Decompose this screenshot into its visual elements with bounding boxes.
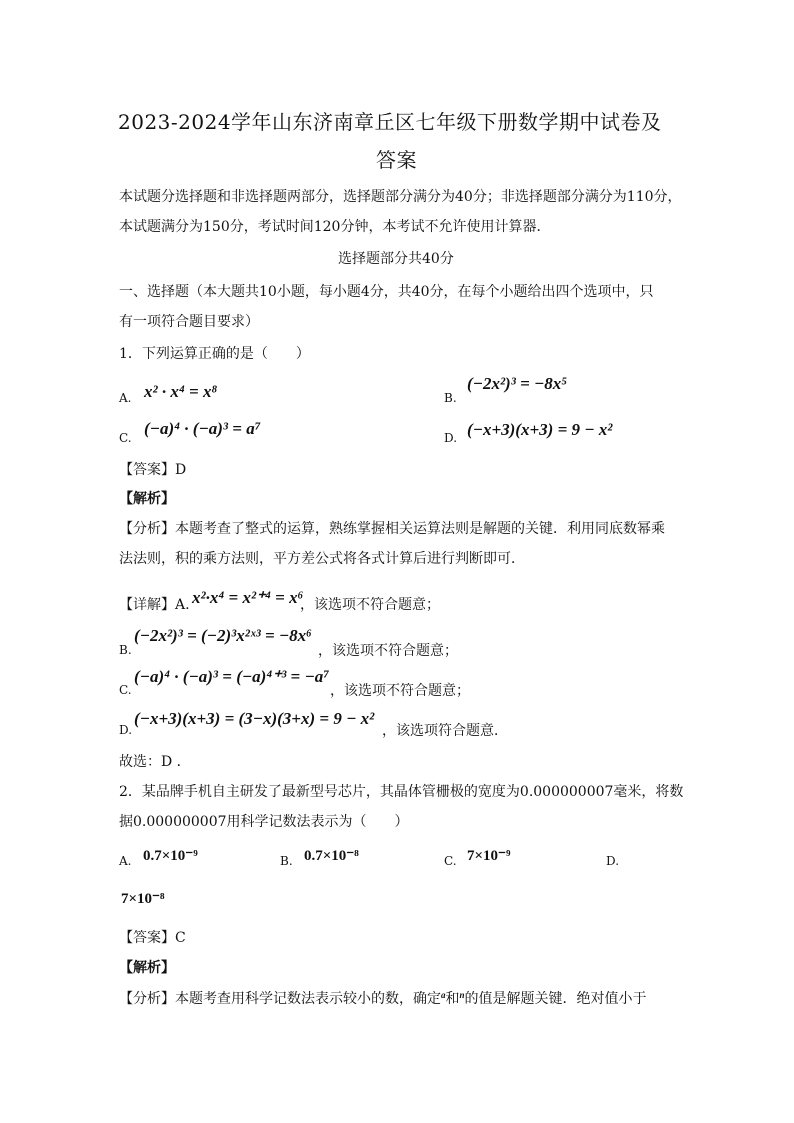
intro-line: 本试题满分为150分，考试时间120分钟，本考试不允许使用计算器．	[119, 219, 551, 235]
detail-d-label: D.	[119, 723, 133, 737]
analysis-text: 【分析】本题考查了整式的运算，熟练掌握相关运算法则是解题的关键．利用同底数幂乘	[119, 521, 665, 537]
option-label: B.	[280, 854, 293, 868]
option-c-formula: 7×10⁻⁹	[467, 848, 511, 864]
option-a-formula: 0.7×10⁻⁹	[143, 848, 198, 864]
question-stem: 据0.000000007用科学记数法表示为（ ）	[119, 814, 409, 830]
analysis-text	[119, 988, 647, 1008]
option-label: D.	[444, 431, 458, 445]
option-d-formula: 7×10⁻⁸	[121, 891, 165, 907]
option-d-formula: (−x+3)(x+3) = 9 − x²	[467, 420, 613, 439]
option-b-formula: 0.7×10⁻⁸	[304, 848, 359, 864]
page-title-continued: 答案	[376, 148, 417, 172]
analysis-text-and: 和	[445, 991, 460, 1007]
option-label: A.	[119, 854, 132, 868]
detail-c-formula: (−a)⁴ · (−a)³ = (−a)⁴⁺³ = −a⁷	[134, 667, 330, 686]
part-heading: 一、选择题（本大题共10小题，每小题4分，共40分，在每个小题给出四个选项中，只	[119, 284, 654, 300]
answer-line: 【答案】C	[119, 930, 186, 946]
detail-label: 【详解】A.	[119, 597, 190, 613]
detail-d-formula: (−x+3)(x+3) = (3−x)(3+x) = 9 − x²	[134, 709, 375, 728]
option-label: D.	[606, 854, 620, 868]
analysis-heading: 【解析】	[119, 960, 175, 976]
question-stem: 1．下列运算正确的是（ ）	[119, 346, 310, 362]
detail-b-formula: (−2x²)³ = (−2)³x²ˣ³ = −8x⁶	[134, 626, 313, 645]
option-a-formula: x² · x⁴ = x⁸	[144, 382, 218, 401]
option-label: C.	[119, 431, 132, 445]
option-c-formula: (−a)⁴ · (−a)³ = a⁷	[144, 419, 261, 438]
analysis-text-prefix: 【分析】本题考查用科学记数法表示较小的数，确定	[119, 991, 441, 1007]
intro-line: 本试题分选择题和非选择题两部分，选择题部分满分为40分；非选择题部分满分为110分，	[119, 189, 682, 205]
part-heading: 有一项符合题目要求）	[119, 314, 259, 330]
question-stem: 2．某品牌手机自主研发了最新型号芯片，其晶体管栅极的宽度为0.000000007毫米，将数	[119, 784, 684, 800]
detail-a-formula: x²·x⁴ = x²⁺⁴ = x⁶	[192, 588, 304, 607]
analysis-text-suffix: 的值是解题关键．绝对值小于	[464, 991, 647, 1007]
variable-n: n	[459, 990, 465, 1000]
detail-d-note: ，该选项符合题意．	[382, 723, 508, 739]
analysis-text: 法法则，积的乘方法则，平方差公式将各式计算后进行判断即可．	[119, 551, 525, 567]
page-title: 2023-2024学年山东济南章丘区七年级下册数学期中试卷及	[118, 110, 662, 134]
variable-a: a	[441, 990, 446, 1000]
analysis-heading: 【解析】	[119, 491, 175, 507]
section-heading: 选择题部分共40分	[338, 251, 454, 267]
conclusion-line: 故选：D ．	[119, 754, 191, 770]
option-label: C.	[444, 854, 457, 868]
detail-a-note: ，该选项不符合题意；	[300, 597, 440, 613]
detail-b-label: B.	[119, 643, 132, 657]
answer-line: 【答案】D	[119, 462, 187, 478]
option-label: B.	[444, 391, 457, 405]
detail-b-note: ，该选项不符合题意；	[318, 643, 458, 659]
option-b-formula: (−2x²)³ = −8x⁵	[467, 374, 568, 393]
option-label: A.	[119, 391, 132, 405]
detail-c-label: C.	[119, 683, 132, 697]
detail-c-note: ，该选项不符合题意；	[330, 683, 470, 699]
